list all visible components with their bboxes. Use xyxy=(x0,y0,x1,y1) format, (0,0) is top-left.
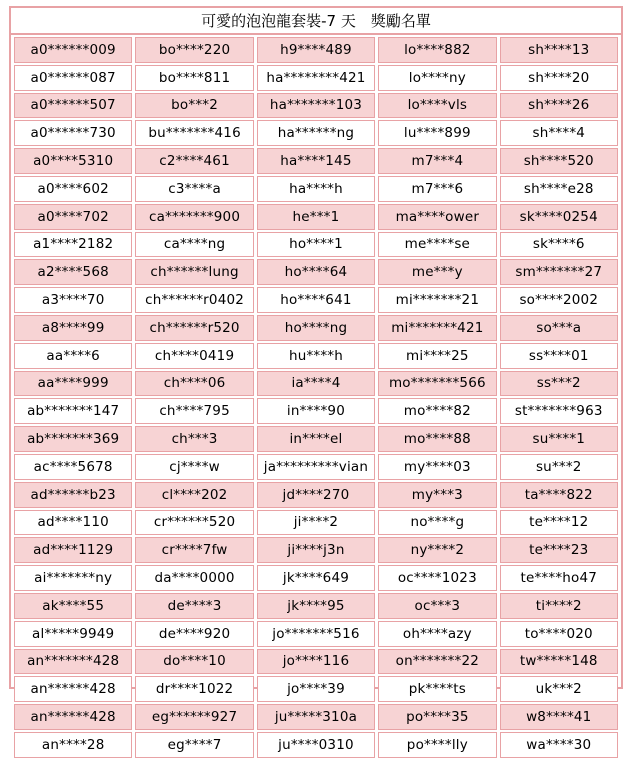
winner-name-cell: ju*****310a xyxy=(257,704,375,730)
winner-name-cell: cj****w xyxy=(135,454,253,480)
winner-name-cell: a0****702 xyxy=(14,204,132,230)
winner-name-cell: an******428 xyxy=(14,704,132,730)
winner-name-cell: ha********421 xyxy=(257,65,375,91)
winner-name-cell: in****el xyxy=(257,426,375,452)
winner-name-cell: ad******b23 xyxy=(14,482,132,508)
winner-name-cell: no****g xyxy=(378,510,496,536)
winner-name-cell: jo****116 xyxy=(257,649,375,675)
winner-name-cell: mo****88 xyxy=(378,426,496,452)
table-row xyxy=(14,148,618,174)
winner-name-cell: ch****795 xyxy=(135,398,253,424)
winner-name-cell: ji****j3n xyxy=(257,537,375,563)
winner-name-cell: lu****899 xyxy=(378,120,496,146)
winner-name-cell: sh****13 xyxy=(500,37,618,63)
winner-name-cell: ca****ng xyxy=(135,232,253,258)
winner-name-cell: a2****568 xyxy=(14,259,132,285)
winner-name-cell: in****90 xyxy=(257,398,375,424)
winner-name-cell: mo****82 xyxy=(378,398,496,424)
winner-name-cell: ta****822 xyxy=(500,482,618,508)
table-row xyxy=(14,454,618,480)
winner-name-cell: ca*******900 xyxy=(135,204,253,230)
winner-name-cell: ch******r520 xyxy=(135,315,253,341)
winner-name-cell: m7***6 xyxy=(378,176,496,202)
page-title: 可愛的泡泡龍套裝-7 天 獎勵名單 xyxy=(11,8,621,35)
table-row xyxy=(14,649,618,675)
winner-name-cell: oc****1023 xyxy=(378,565,496,591)
winner-name-cell: ja*********vian xyxy=(257,454,375,480)
winner-name-cell: c3****a xyxy=(135,176,253,202)
winner-name-cell: m7***4 xyxy=(378,148,496,174)
winner-name-cell: so***a xyxy=(500,315,618,341)
table-row xyxy=(14,510,618,536)
winner-name-cell: so****2002 xyxy=(500,287,618,313)
winner-name-cell: my***3 xyxy=(378,482,496,508)
winner-name-cell: mi*******421 xyxy=(378,315,496,341)
winner-name-cell: ji****2 xyxy=(257,510,375,536)
table-row xyxy=(14,676,618,702)
winner-name-cell: ch******lung xyxy=(135,259,253,285)
table-row xyxy=(14,732,618,758)
winner-name-cell: ho****64 xyxy=(257,259,375,285)
winner-name-cell: ny****2 xyxy=(378,537,496,563)
winner-table-body xyxy=(14,37,618,758)
winner-name-cell: ch******r0402 xyxy=(135,287,253,313)
table-row xyxy=(14,65,618,91)
table-row xyxy=(14,371,618,397)
winner-name-cell: oc***3 xyxy=(378,593,496,619)
winner-name-cell: jd****270 xyxy=(257,482,375,508)
winner-name-cell: sh****26 xyxy=(500,93,618,119)
winner-name-cell: an******428 xyxy=(14,676,132,702)
winner-name-cell: my****03 xyxy=(378,454,496,480)
winner-name-cell: bo***2 xyxy=(135,93,253,119)
winner-name-cell: do****10 xyxy=(135,649,253,675)
winner-name-cell: aa****6 xyxy=(14,343,132,369)
table-row xyxy=(14,621,618,647)
table-row xyxy=(14,343,618,369)
winner-name-cell: jo*******516 xyxy=(257,621,375,647)
table-row xyxy=(14,120,618,146)
winner-name-cell: cr****7fw xyxy=(135,537,253,563)
winner-name-cell: ak****55 xyxy=(14,593,132,619)
winner-name-cell: ss****01 xyxy=(500,343,618,369)
winner-name-cell: cr******520 xyxy=(135,510,253,536)
winner-name-cell: an*******428 xyxy=(14,649,132,675)
winner-name-cell: ha****h xyxy=(257,176,375,202)
winner-name-cell: hu****h xyxy=(257,343,375,369)
table-row xyxy=(14,426,618,452)
table-row xyxy=(14,204,618,230)
winner-name-cell: ab*******147 xyxy=(14,398,132,424)
winner-name-cell: a0******087 xyxy=(14,65,132,91)
table-row xyxy=(14,287,618,313)
winner-name-cell: sk****6 xyxy=(500,232,618,258)
winner-name-cell: h9****489 xyxy=(257,37,375,63)
winner-name-cell: de****920 xyxy=(135,621,253,647)
winner-name-cell: me***y xyxy=(378,259,496,285)
winner-name-cell: ab*******369 xyxy=(14,426,132,452)
winner-name-cell: oh****azy xyxy=(378,621,496,647)
winner-name-cell: ch***3 xyxy=(135,426,253,452)
winner-name-cell: aa****999 xyxy=(14,371,132,397)
winner-name-cell: sh****e28 xyxy=(500,176,618,202)
winner-name-cell: mo*******566 xyxy=(378,371,496,397)
winner-name-cell: ch****0419 xyxy=(135,343,253,369)
winner-name-cell: ha*******103 xyxy=(257,93,375,119)
winner-name-cell: ti****2 xyxy=(500,593,618,619)
table-row xyxy=(14,537,618,563)
winner-name-cell: sk****0254 xyxy=(500,204,618,230)
winner-name-cell: su***2 xyxy=(500,454,618,480)
winner-name-cell: on*******22 xyxy=(378,649,496,675)
winner-name-cell: wa****30 xyxy=(500,732,618,758)
winner-name-cell: ai*******ny xyxy=(14,565,132,591)
winner-name-cell: al*****9949 xyxy=(14,621,132,647)
winner-name-cell: bo****811 xyxy=(135,65,253,91)
winner-name-cell: cl****202 xyxy=(135,482,253,508)
table-row xyxy=(14,232,618,258)
winner-name-cell: mi*******21 xyxy=(378,287,496,313)
winner-name-cell: uk***2 xyxy=(500,676,618,702)
winner-name-cell: st*******963 xyxy=(500,398,618,424)
winner-name-cell: te****23 xyxy=(500,537,618,563)
winner-name-cell: w8****41 xyxy=(500,704,618,730)
winner-name-cell: he***1 xyxy=(257,204,375,230)
winner-name-cell: sh****4 xyxy=(500,120,618,146)
winner-name-cell: me****se xyxy=(378,232,496,258)
winner-name-cell: bo****220 xyxy=(135,37,253,63)
winner-name-cell: da****0000 xyxy=(135,565,253,591)
winner-name-cell: ch****06 xyxy=(135,371,253,397)
winner-name-cell: po****35 xyxy=(378,704,496,730)
winner-name-cell: bu*******416 xyxy=(135,120,253,146)
winner-name-cell: a8****99 xyxy=(14,315,132,341)
winner-name-cell: eg****7 xyxy=(135,732,253,758)
winner-name-cell: ha****145 xyxy=(257,148,375,174)
winner-name-cell: ia****4 xyxy=(257,371,375,397)
winner-name-cell: jk****95 xyxy=(257,593,375,619)
winner-table xyxy=(11,35,621,760)
winner-name-cell: po****lly xyxy=(378,732,496,758)
winner-name-cell: ac****5678 xyxy=(14,454,132,480)
table-row xyxy=(14,93,618,119)
winner-name-cell: pk****ts xyxy=(378,676,496,702)
winner-name-cell: ad****110 xyxy=(14,510,132,536)
table-row xyxy=(14,37,618,63)
winner-name-cell: a0******009 xyxy=(14,37,132,63)
winner-name-cell: tw*****148 xyxy=(500,649,618,675)
table-row xyxy=(14,482,618,508)
winner-name-cell: lo****vls xyxy=(378,93,496,119)
winner-name-cell: a0****602 xyxy=(14,176,132,202)
winner-name-cell: su****1 xyxy=(500,426,618,452)
table-row xyxy=(14,315,618,341)
winner-name-cell: an****28 xyxy=(14,732,132,758)
winner-name-cell: ju****0310 xyxy=(257,732,375,758)
winner-name-cell: ad****1129 xyxy=(14,537,132,563)
winner-name-cell: eg******927 xyxy=(135,704,253,730)
table-row xyxy=(14,398,618,424)
winner-name-cell: ha******ng xyxy=(257,120,375,146)
winner-name-cell: ss***2 xyxy=(500,371,618,397)
winner-name-cell: a0****5310 xyxy=(14,148,132,174)
winner-name-cell: a1****2182 xyxy=(14,232,132,258)
winner-name-cell: lo****882 xyxy=(378,37,496,63)
table-row xyxy=(14,593,618,619)
winner-name-cell: ho****ng xyxy=(257,315,375,341)
winner-name-cell: ho****1 xyxy=(257,232,375,258)
winner-name-cell: sh****520 xyxy=(500,148,618,174)
winner-name-cell: mi****25 xyxy=(378,343,496,369)
winner-name-cell: lo****ny xyxy=(378,65,496,91)
winner-name-cell: ho****641 xyxy=(257,287,375,313)
winner-name-cell: te****12 xyxy=(500,510,618,536)
winner-name-cell: de****3 xyxy=(135,593,253,619)
winner-name-cell: jo****39 xyxy=(257,676,375,702)
table-row xyxy=(14,176,618,202)
winner-name-cell: dr****1022 xyxy=(135,676,253,702)
table-row xyxy=(14,259,618,285)
winner-name-cell: ma****ower xyxy=(378,204,496,230)
winner-name-cell: jk****649 xyxy=(257,565,375,591)
winner-name-cell: sh****20 xyxy=(500,65,618,91)
winner-name-cell: sm*******27 xyxy=(500,259,618,285)
table-row xyxy=(14,565,618,591)
winner-name-cell: te****ho47 xyxy=(500,565,618,591)
winner-list-panel xyxy=(9,6,623,753)
winner-name-cell: a0******507 xyxy=(14,93,132,119)
winner-name-cell: c2****461 xyxy=(135,148,253,174)
winner-name-cell: a3****70 xyxy=(14,287,132,313)
table-row xyxy=(14,704,618,730)
winner-name-cell: to****020 xyxy=(500,621,618,647)
winner-name-cell: a0******730 xyxy=(14,120,132,146)
